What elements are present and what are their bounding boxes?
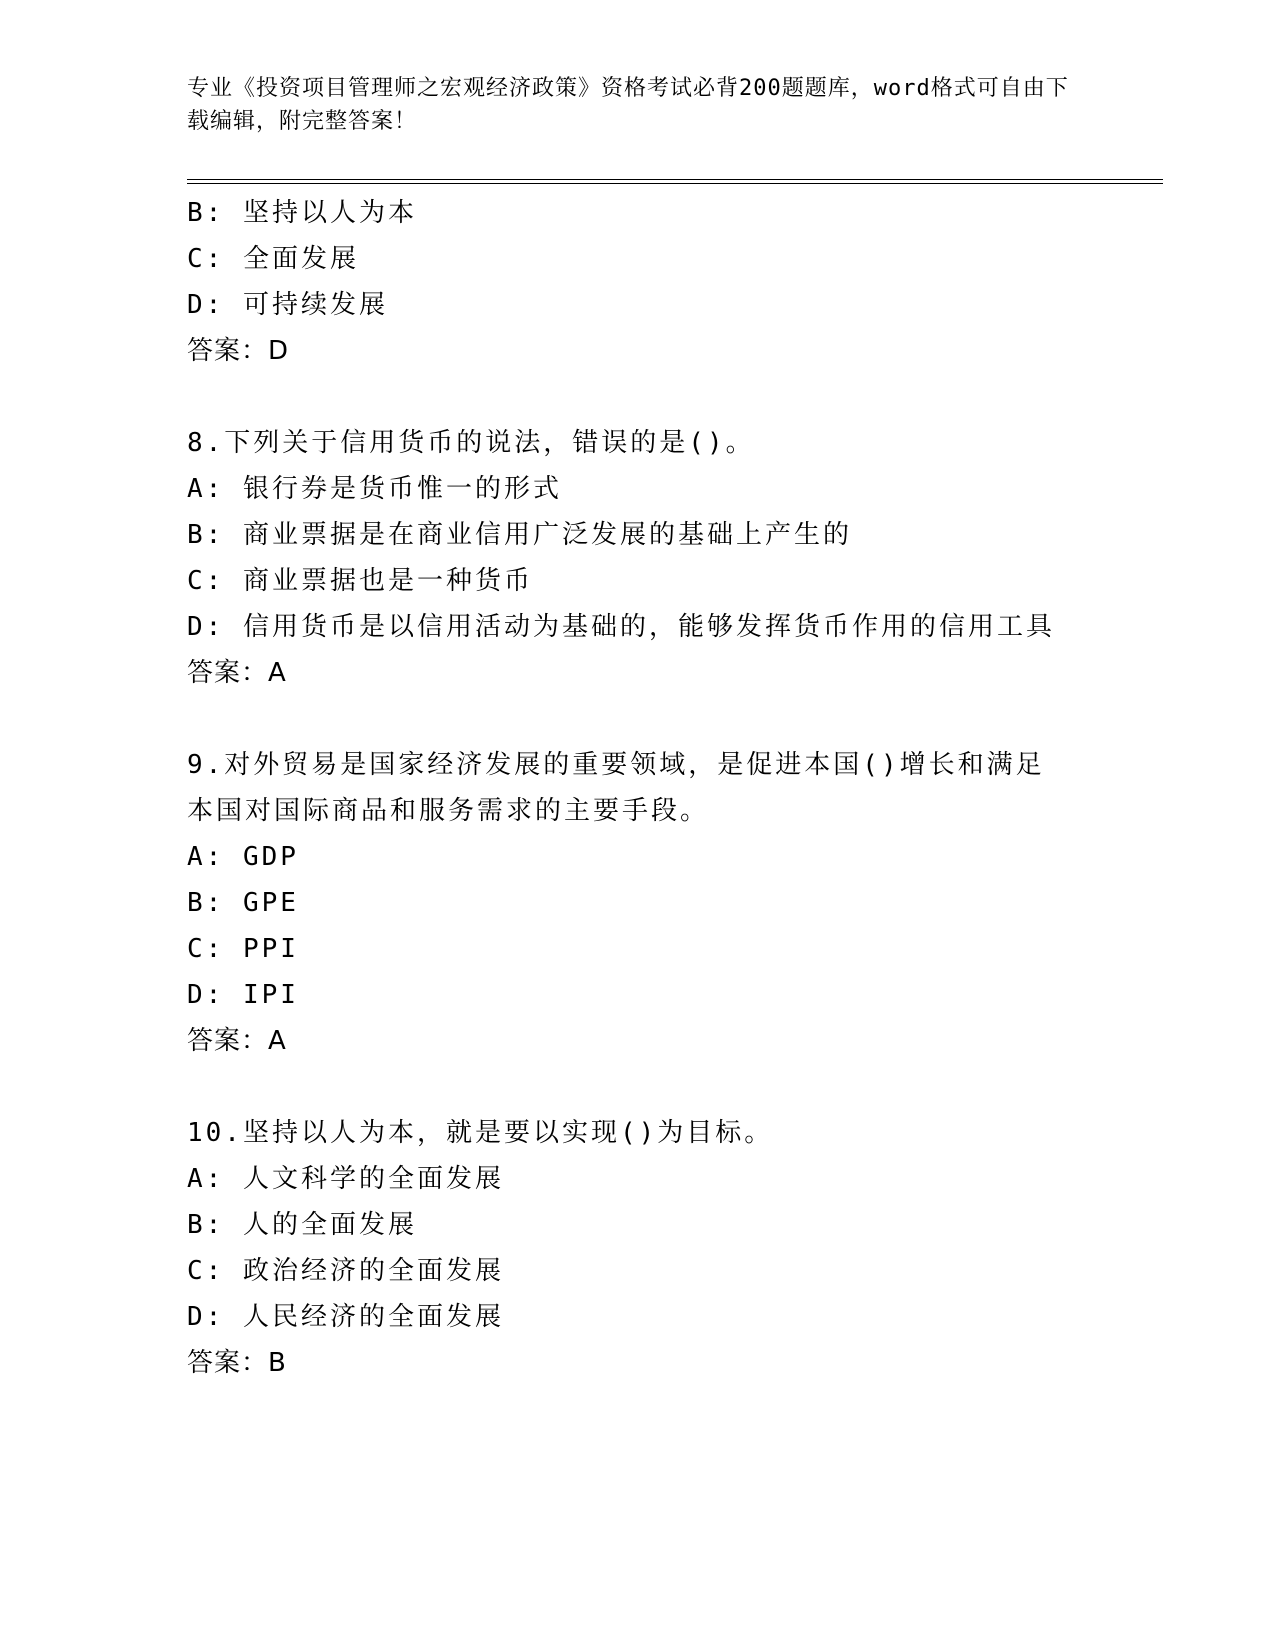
- spacer: [187, 374, 1163, 420]
- option-d: D: IPI: [187, 980, 299, 1010]
- question-stem: 8.下列关于信用货币的说法，错误的是()。: [187, 428, 755, 458]
- answer-line: 答案：B: [187, 1348, 287, 1378]
- option-c: C: 商业票据也是一种货币: [187, 566, 533, 596]
- question-block: [187, 420, 1163, 696]
- question-stem: 9.对外贸易是国家经济发展的重要领域，是促进本国()增长和满足本国对国际商品和服务需求的主要手段。: [187, 750, 1045, 826]
- header-divider: [187, 179, 1163, 184]
- option-a: A: GDP: [187, 842, 299, 872]
- option-b: B: 坚持以人为本: [187, 198, 417, 228]
- spacer: [187, 1064, 1163, 1110]
- option-c: C: 政治经济的全面发展: [187, 1256, 504, 1286]
- option-a: A: 人文科学的全面发展: [187, 1164, 504, 1194]
- option-b: B: GPE: [187, 888, 299, 918]
- answer-line: 答案：A: [187, 658, 287, 688]
- option-a: A: 银行券是货币惟一的形式: [187, 474, 562, 504]
- option-d: D: 信用货币是以信用活动为基础的，能够发挥货币作用的信用工具: [187, 612, 1055, 642]
- option-c: C: 全面发展: [187, 244, 359, 274]
- option-d: D: 人民经济的全面发展: [187, 1302, 504, 1332]
- question-block: [187, 742, 1163, 1064]
- answer-line: 答案：D: [187, 336, 290, 366]
- document-body: [187, 190, 1163, 1386]
- question-stem: 10.坚持以人为本，就是要以实现()为目标。: [187, 1118, 774, 1148]
- option-d: D: 可持续发展: [187, 290, 388, 320]
- answer-line: 答案：A: [187, 1026, 287, 1056]
- spacer: [187, 696, 1163, 742]
- option-c: C: PPI: [187, 934, 299, 964]
- question-block: [187, 190, 1163, 374]
- document-header: 专业《投资项目管理师之宏观经济政策》资格考试必背200题题库，word格式可自由下载编辑，附完整答案！: [187, 76, 1069, 134]
- option-b: B: 商业票据是在商业信用广泛发展的基础上产生的: [187, 520, 852, 550]
- question-block: [187, 1110, 1163, 1386]
- option-b: B: 人的全面发展: [187, 1210, 417, 1240]
